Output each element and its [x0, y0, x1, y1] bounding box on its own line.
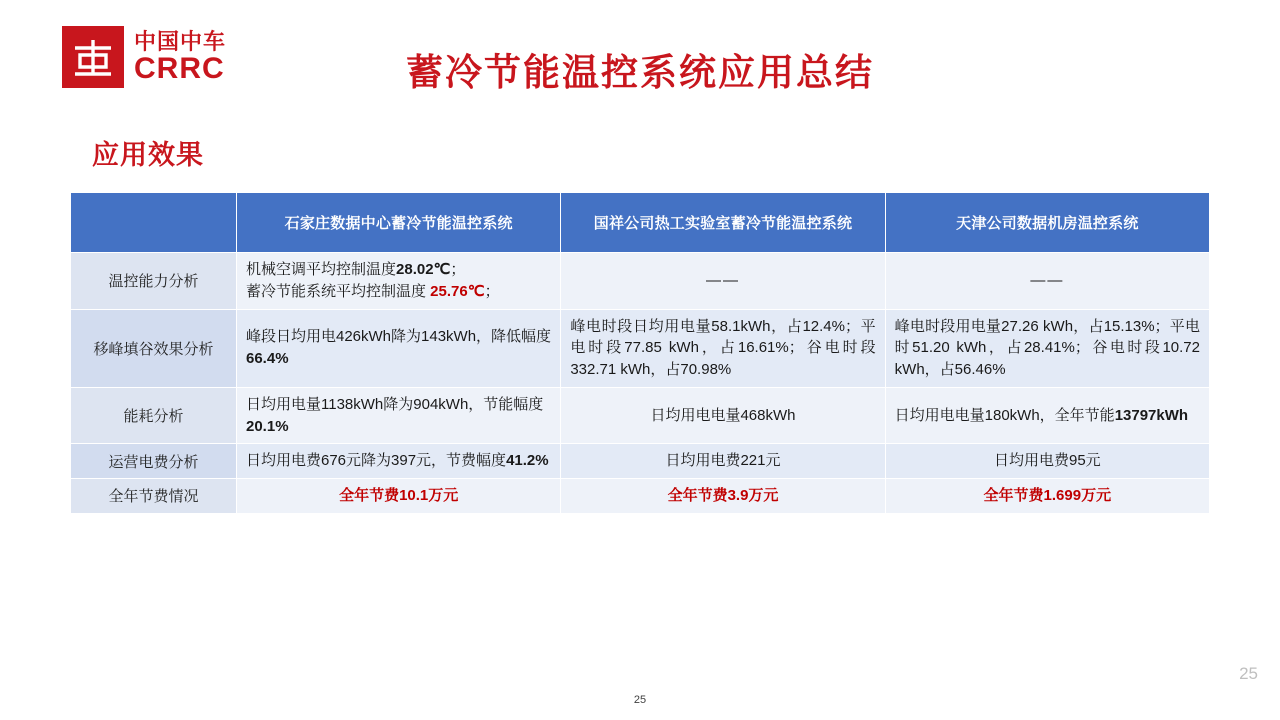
table-cell [561, 387, 885, 444]
table-row [71, 309, 1210, 387]
table-cell [561, 253, 885, 310]
section-heading: 应用效果 [92, 140, 204, 170]
cell-text: 日均用电费95元 [993, 452, 1101, 470]
application-results-table-wrap [70, 192, 1210, 514]
cell-text: —— [1030, 271, 1065, 289]
table-cell [561, 479, 885, 514]
logo-english-name: CRRC [134, 51, 225, 85]
cell-text: 41.2% [506, 452, 549, 470]
table-cell [885, 253, 1209, 310]
page-number-right: 25 [1239, 664, 1258, 683]
table-row [71, 253, 1210, 310]
table-row-header: 移峰填谷效果分析 [71, 309, 237, 387]
table-corner-cell [71, 193, 237, 253]
table-body [71, 253, 1210, 514]
cell-text: 峰电时段日均用电量58.1kWh，占12.4%；平电时段77.85 kWh，占16.61%；谷电时段332.71 kWh，占70.98% [570, 317, 876, 378]
table-cell [237, 387, 561, 444]
cell-text: 20.1% [246, 417, 289, 435]
cell-text: 全年节费1.699万元 [983, 487, 1112, 504]
cell-text: 日均用电量1138kWh降为904kWh，节能幅度 [246, 395, 544, 413]
table-row [71, 444, 1210, 479]
cell-text: ； [484, 282, 500, 300]
cell-text: —— [705, 271, 740, 289]
cell-text: 13797kWh [1114, 406, 1189, 424]
table-row [71, 387, 1210, 444]
cell-text: 日均用电电量180kWh，全年节能 [894, 406, 1115, 424]
slide-header [0, 0, 1280, 115]
table-column-header: 天津公司数据机房温控系统 [885, 193, 1209, 253]
cell-text: 66.4% [246, 350, 289, 368]
table-cell [237, 444, 561, 479]
cell-text: 机械空调平均控制温度 [246, 261, 397, 278]
table-cell [237, 253, 561, 310]
table-column-header: 国祥公司热工实验室蓄冷节能温控系统 [561, 193, 885, 253]
table-row-header: 运营电费分析 [71, 444, 237, 479]
table-column-header: 石家庄数据中心蓄冷节能温控系统 [237, 193, 561, 253]
table-cell [561, 309, 885, 387]
cell-text: 日均用电费676元降为397元，节费幅度 [246, 452, 507, 470]
table-cell [885, 387, 1209, 444]
cell-text: 峰电时段用电量27.26 kWh，占15.13%；平电时51.20 kWh，占28.41%；谷电时段10.72 kWh，占56.46% [894, 317, 1200, 378]
cell-text: 28.02℃ [396, 261, 451, 278]
cell-text: 峰段日均用电426kWh降为143kWh，降低幅度 [246, 328, 552, 346]
table-row-header: 能耗分析 [71, 387, 237, 444]
logo-chinese-name: 中国中车 [134, 28, 227, 54]
cell-text: 日均用电费221元 [665, 452, 781, 470]
table-cell [237, 479, 561, 514]
cell-text: 全年节费3.9万元 [667, 487, 779, 504]
table-cell [885, 309, 1209, 387]
cell-text: 25.76℃ [430, 282, 485, 300]
table-row-header: 温控能力分析 [71, 253, 237, 310]
cell-text: 蓄冷节能系统平均控制温度 [246, 282, 431, 300]
application-results-table [70, 192, 1210, 514]
cell-text: 全年节费10.1万元 [339, 487, 459, 504]
table-row [71, 479, 1210, 514]
table-header [71, 193, 1210, 253]
cell-text: ； [450, 261, 466, 278]
page-number-center: 25 [633, 694, 647, 706]
table-cell [885, 479, 1209, 514]
table-cell [237, 309, 561, 387]
table-header-row [71, 193, 1210, 253]
cell-text: 日均用电电量468kWh [650, 406, 796, 424]
table-cell [885, 444, 1209, 479]
table-cell [561, 444, 885, 479]
table-row-header: 全年节费情况 [71, 479, 237, 514]
page-title: 蓄冷节能温控系统应用总结 [406, 52, 874, 93]
